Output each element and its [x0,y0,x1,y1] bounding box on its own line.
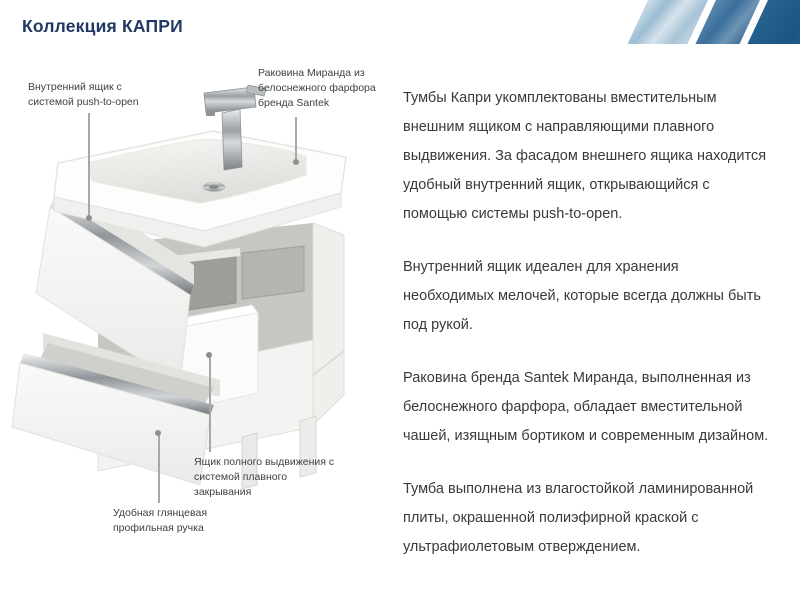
leader-line-inner-drawer [88,113,90,218]
page-title: Коллекция КАПРИ [22,16,183,36]
leader-line-full-extension-drawer [209,355,211,452]
callout-dot-full-extension-drawer [206,352,212,358]
callout-dot-profile-handle [155,430,161,436]
body-paragraph-washbasin: Раковина бренда Santek Миранда, выполненная из белоснежного фарфора, обладает вместительной чашей, изящным бортиком и современным дизайном. [403,370,769,444]
leader-line-washbasin [295,117,297,162]
vanity-illustration [8,85,358,515]
callout-label-profile-handle: Удобная глянцевая профильная ручка [113,507,208,534]
callout-label-washbasin: Раковина Миранда из белоснежного фарфора бренда Santek [258,67,376,109]
body-paragraph-material: Тумба выполнена из влагостойкой ламинированной плиты, окрашенной полиэфирной краской с ультрафиолетовым отверждением. [403,481,754,555]
leader-line-profile-handle [158,433,160,503]
callout-label-full-extension-drawer: Ящик полного выдвижения с системой плавного закрывания [194,456,335,498]
body-paragraph-external-drawer: Тумбы Капри укомплектованы вместительным внешним ящиком с направляющими плавного выдвижения. За фасадом внешнего ящика находится удобный внутренний ящик, открывающийся с помощью системы push-to-open. [403,90,767,222]
description-text [403,84,773,586]
callout-dot-washbasin [293,159,299,165]
water-band-light-icon [627,0,708,44]
callout-label-inner-drawer: Внутренний ящик с системой push-to-open [28,81,139,108]
body-paragraph-inner-drawer: Внутренний ящик идеален для хранения необходимых мелочей, которые всегда должны быть под рукой. [403,259,761,333]
water-bands-decoration [600,0,800,44]
callout-dot-inner-drawer [86,215,92,221]
